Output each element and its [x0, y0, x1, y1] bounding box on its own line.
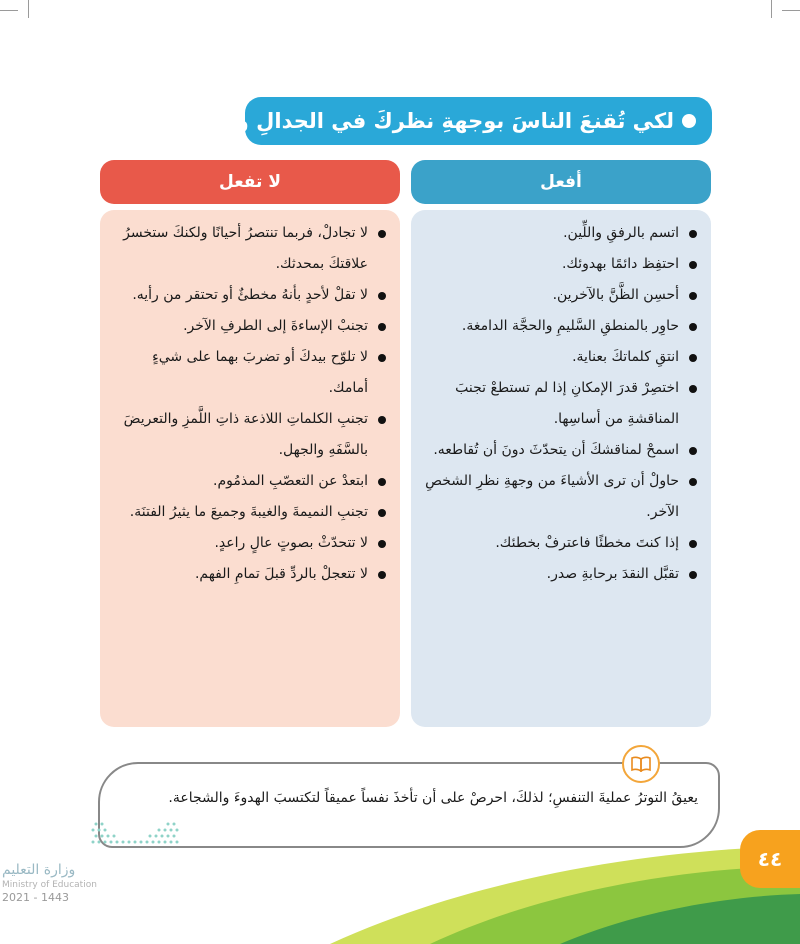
bullet-icon: [689, 261, 697, 269]
bullet-icon: [689, 447, 697, 455]
ministry-name-en: Ministry of Education: [2, 880, 97, 890]
crop-mark: [0, 10, 18, 11]
bullet-icon: [689, 385, 697, 393]
bullet-icon: [378, 571, 386, 579]
list-item: تجنبْ الإساءةَ إلى الطرفِ الآخر.: [110, 311, 386, 342]
list-item: اتسم بالرفقِ واللِّين.: [421, 218, 697, 249]
bullet-icon: [378, 540, 386, 548]
list-item: لا تجادلْ، فربما تنتصرُ أحيانًا ولكنكَ ستخسرُ علاقتكَ بمحدثك.: [110, 218, 386, 280]
list-item: انتقِ كلماتكَ بعناية.: [421, 342, 697, 373]
bullet-icon: [378, 292, 386, 300]
dont-column-list: [100, 210, 400, 727]
list-item: لا تقلْ لأحدٍ بأنهُ مخطئٌ أو تحتقر من رأيه.: [110, 280, 386, 311]
list-item: تجنبِ الكلماتِ اللاذعة ذاتِ اللَّمزِ والتعريضَ بالسَّفَهِ والجهل.: [110, 404, 386, 466]
list-item: احتفِظ دائمًا بهدوئك.: [421, 249, 697, 280]
bullet-icon: [689, 292, 697, 300]
list-item: اسمحْ لمناقشكَ أن يتحدّثَ دونَ أن تُقاطعه.: [421, 435, 697, 466]
list-item: لا تتعجلْ بالردِّ قبلَ تمامِ الفهم.: [110, 559, 386, 590]
crop-mark: [28, 0, 29, 18]
list-item: إذا كنتَ مخطئًا فاعترفْ بخطئك.: [421, 528, 697, 559]
do-column-header: أفعل: [411, 160, 711, 204]
dont-column-header: لا تفعل: [100, 160, 400, 204]
decorative-swoosh: [0, 840, 800, 944]
bullet-icon: [378, 416, 386, 424]
note-text: يعيقُ التوترُ عمليةَ التنفسِ؛ لذلكَ، احرصْ على أن تأخذَ نفساً عميقاً لتكتسبَ الهدوءَ والشجاعة.: [168, 790, 698, 806]
title-text: لكي تُقنعَ الناسَ بوجهةِ نظركَ في الجدالِ والنزاعِ :: [161, 109, 674, 133]
list-item: حاوِر بالمنطقِ السَّليمِ والحجَّة الدامغة.: [421, 311, 697, 342]
ministry-name-ar: وزارة التعليم: [2, 862, 76, 878]
bullet-icon: [689, 571, 697, 579]
bullet-icon: [689, 478, 697, 486]
list-item: لا تلوّح بيدكَ أو تضربَ بهما على شيءٍ أمامك.: [110, 342, 386, 404]
section-title: [161, 97, 712, 145]
open-book-icon: [622, 745, 660, 783]
crop-mark: [782, 10, 800, 11]
list-item: تجنبِ النميمةَ والغيبةَ وجميعَ ما يثيرُ الفتنَة.: [110, 497, 386, 528]
list-item: أحسِن الظَّنَّ بالآخرين.: [421, 280, 697, 311]
bullet-icon: [689, 540, 697, 548]
list-item: تقبَّل النقدَ برحابةِ صدر.: [421, 559, 697, 590]
list-item: لا تتحدّثْ بصوتٍ عالٍ راعدٍ.: [110, 528, 386, 559]
title-bullet-icon: [682, 114, 696, 128]
bullet-icon: [378, 230, 386, 238]
bullet-icon: [378, 478, 386, 486]
crop-mark: [771, 0, 772, 18]
edition-year: 2021 - 1443: [2, 891, 69, 904]
bullet-icon: [689, 230, 697, 238]
bullet-icon: [378, 323, 386, 331]
bullet-icon: [689, 323, 697, 331]
list-item: حاولْ أن ترى الأشياءَ من وجهةِ نظرِ الشخصِ الآخر.: [421, 466, 697, 528]
page-number: ٤٤: [740, 830, 800, 888]
list-item: ابتعدْ عن التعصّبِ المذمُوم.: [110, 466, 386, 497]
list-item: اختصِرْ قدرَ الإمكانِ إذا لم تستطعْ تجنبَ المناقشةِ من أساسِها.: [421, 373, 697, 435]
bullet-icon: [378, 509, 386, 517]
do-column-list: [411, 210, 711, 727]
bullet-icon: [689, 354, 697, 362]
bullet-icon: [378, 354, 386, 362]
